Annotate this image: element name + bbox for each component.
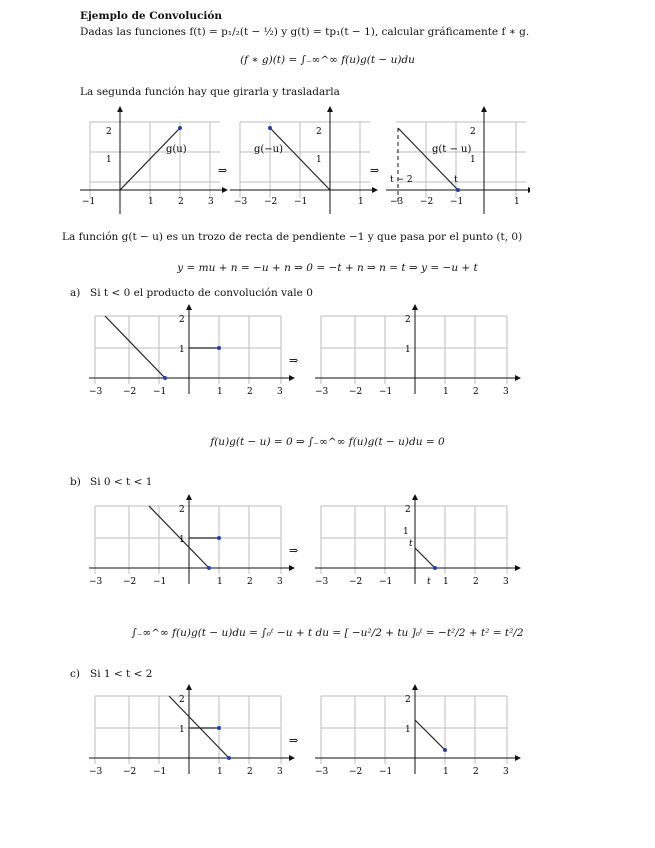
svg-text:−2: −2 — [349, 387, 363, 397]
case-a-left-figure — [89, 304, 295, 397]
t-mark-x: t — [427, 577, 431, 587]
svg-text:1: 1 — [179, 345, 185, 355]
svg-text:1: 1 — [106, 155, 112, 165]
svg-text:−2: −2 — [420, 197, 434, 207]
svg-text:2: 2 — [473, 577, 479, 587]
case-b-right-figure — [315, 494, 521, 587]
case-b-label: b) — [70, 476, 81, 488]
svg-text:2: 2 — [106, 127, 112, 137]
case-c-right-figure — [315, 684, 521, 777]
svg-text:1: 1 — [443, 577, 449, 587]
svg-text:−3: −3 — [315, 767, 329, 777]
svg-text:1: 1 — [217, 387, 223, 397]
endpoint-dot — [178, 126, 182, 130]
case-a-figures — [85, 304, 525, 398]
svg-text:2: 2 — [473, 767, 479, 777]
arrow-a: ⇒ — [289, 354, 299, 367]
svg-text:3: 3 — [208, 197, 214, 207]
step-text: La segunda función hay que girarla y trasladarla — [80, 86, 340, 98]
t-mark-y: t — [409, 539, 413, 549]
case-a-label: a) — [70, 287, 81, 299]
svg-text:3: 3 — [277, 577, 283, 587]
svg-text:1: 1 — [217, 577, 223, 587]
svg-text:−3: −3 — [390, 197, 404, 207]
svg-text:−2: −2 — [264, 197, 278, 207]
svg-text:3: 3 — [503, 767, 509, 777]
svg-text:2: 2 — [470, 127, 476, 137]
svg-text:3: 3 — [503, 577, 509, 587]
svg-text:−1: −1 — [153, 577, 167, 587]
page-title: Ejemplo de Convolución — [80, 10, 223, 22]
svg-text:1: 1 — [470, 155, 476, 165]
svg-text:−3: −3 — [89, 577, 103, 587]
svg-text:2: 2 — [473, 387, 479, 397]
svg-text:−1: −1 — [153, 767, 167, 777]
case-c-text: Si 1 < t < 2 — [90, 668, 153, 680]
svg-text:2: 2 — [247, 387, 253, 397]
svg-text:−3: −3 — [315, 387, 329, 397]
svg-text:−1: −1 — [450, 197, 464, 207]
svg-text:−1: −1 — [379, 577, 393, 587]
svg-text:−1: −1 — [379, 387, 393, 397]
svg-text:−3: −3 — [315, 577, 329, 587]
line-equation: y = mu + n = −u + n ⇒ 0 = −t + n ⇒ n = t ⇒ y = −u + t — [177, 262, 478, 274]
svg-text:−1: −1 — [379, 767, 393, 777]
svg-text:−2: −2 — [349, 767, 363, 777]
svg-text:2: 2 — [179, 505, 185, 515]
line-description: La función g(t − u) es un trozo de recta de pendiente −1 y que pasa por el punto (t, 0) — [62, 231, 523, 243]
svg-text:1: 1 — [405, 345, 411, 355]
svg-text:1: 1 — [405, 725, 411, 735]
arrow-c: ⇒ — [289, 734, 299, 747]
svg-text:2: 2 — [405, 315, 411, 325]
svg-text:1: 1 — [443, 387, 449, 397]
t-label: t — [454, 175, 458, 185]
case-a-right-figure — [315, 304, 521, 397]
svg-text:2: 2 — [178, 197, 184, 207]
top-figures — [70, 104, 530, 216]
svg-text:2: 2 — [247, 767, 253, 777]
svg-text:2: 2 — [179, 315, 185, 325]
case-b-figures — [85, 494, 525, 588]
g-t-minus-u-label: g(t − u) — [432, 144, 472, 155]
case-b-left-figure — [89, 494, 295, 587]
svg-text:1: 1 — [148, 197, 154, 207]
svg-text:2: 2 — [405, 695, 411, 705]
svg-text:−2: −2 — [349, 577, 363, 587]
svg-text:2: 2 — [179, 695, 185, 705]
svg-text:3: 3 — [277, 387, 283, 397]
svg-text:−2: −2 — [123, 387, 137, 397]
arrow-2: ⇒ — [370, 164, 380, 177]
svg-text:1: 1 — [179, 535, 185, 545]
svg-text:−2: −2 — [123, 577, 137, 587]
intro-text: Dadas las funciones f(t) = p₁/₂(t − ½) y g(t) = tp₁(t − 1), calcular gráficamente f ∗ g. — [80, 26, 530, 38]
svg-text:−3: −3 — [89, 767, 103, 777]
svg-text:−1: −1 — [153, 387, 167, 397]
figure-g-neg-u — [230, 106, 378, 214]
svg-text:3: 3 — [503, 387, 509, 397]
arrow-b: ⇒ — [289, 544, 299, 557]
case-c-label: c) — [70, 668, 80, 680]
svg-text:2: 2 — [405, 505, 411, 515]
arrow-1: ⇒ — [218, 164, 228, 177]
case-b-formula: ∫₋∞^∞ f(u)g(t − u)du = ∫₀ᵗ −u + t du = [ −u²/2 + tu ]₀ᵗ = −t²/2 + t² = t²/2 — [131, 627, 524, 639]
svg-text:−3: −3 — [234, 197, 248, 207]
svg-text:1: 1 — [179, 725, 185, 735]
case-a-formula: f(u)g(t − u) = 0 ⇒ ∫₋∞^∞ f(u)g(t − u)du = 0 — [210, 436, 445, 448]
figure-g-u — [80, 106, 228, 214]
svg-text:−1: −1 — [82, 197, 96, 207]
svg-text:1: 1 — [514, 197, 520, 207]
svg-text:1: 1 — [403, 527, 409, 537]
case-c-left-figure — [89, 684, 295, 777]
svg-text:1: 1 — [443, 767, 449, 777]
figure-g-t-minus-u — [386, 106, 530, 214]
svg-text:2: 2 — [316, 127, 322, 137]
t-minus-2-label: t − 2 — [390, 175, 413, 185]
svg-text:1: 1 — [217, 767, 223, 777]
convolution-formula: (f ∗ g)(t) = ∫₋∞^∞ f(u)g(t − u)du — [240, 54, 415, 66]
case-b-text: Si 0 < t < 1 — [90, 476, 153, 488]
case-a-text: Si t < 0 el producto de convolución vale 0 — [90, 287, 313, 299]
case-c-figures — [85, 684, 525, 778]
svg-text:2: 2 — [247, 577, 253, 587]
svg-text:−1: −1 — [294, 197, 308, 207]
svg-text:−3: −3 — [89, 387, 103, 397]
svg-text:3: 3 — [277, 767, 283, 777]
svg-text:1: 1 — [358, 197, 364, 207]
svg-text:1: 1 — [316, 155, 322, 165]
g-u-label: g(u) — [166, 144, 187, 155]
g-neg-u-label: g(−u) — [254, 144, 284, 155]
svg-text:−2: −2 — [123, 767, 137, 777]
